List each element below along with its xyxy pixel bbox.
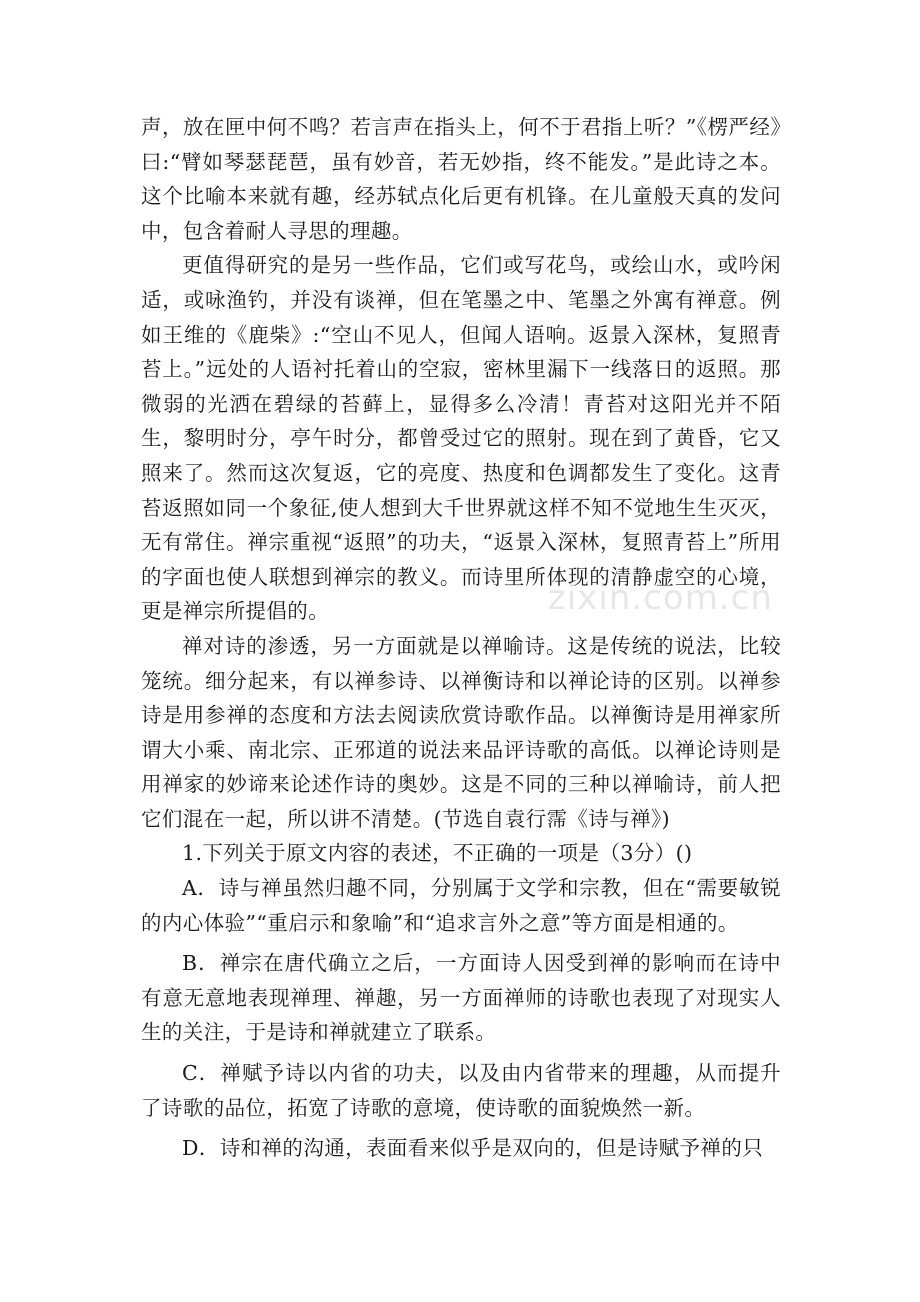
- document-body: [141, 110, 781, 1166]
- paragraph-chan-yu-shi: 禅对诗的渗透，另一方面就是以禅喻诗。这是传统的说法，比较笼统。细分起来，有以禅参诗、以禅衡诗和以禅论诗的区别。以禅参诗是用参禅的态度和方法去阅读欣赏诗歌作品。以禅衡诗是用禅家所谓大小乘、南北宗、正邪道的说法来品评诗歌的高低。以禅论诗则是用禅家的妙谛来论述作诗的奥妙。这是不同的三种以禅喻诗，前人把它们混在一起，所以讲不清楚。(节选自袁行霈《诗与禅》): [141, 633, 781, 831]
- option-c: C．禅赋予诗以内省的功夫，以及由内省带来的理趣，从而提升了诗歌的品位，拓宽了诗歌的意境，使诗歌的面貌焕然一新。: [141, 1061, 781, 1120]
- option-d: D．诗和禅的沟通，表面看来似乎是双向的，但是诗赋予禅的只: [182, 1136, 764, 1161]
- question-stem: 1.下列关于原文内容的表述，不正确的一项是（3分）(): [182, 841, 693, 866]
- option-b: B．禅宗在唐代确立之后，一方面诗人因受到禅的影响而在诗中有意无意地表现禅理、禅趣，另一方面禅师的诗歌也表现了对现实人生的关注，于是诗和禅就建立了联系。: [141, 951, 781, 1045]
- paragraph-wangwei-luzhai: 更值得研究的是另一些作品，它们或写花鸟，或绘山水，或吟闲适，或咏渔钓，并没有谈禅，但在笔墨之中、笔墨之外寓有禅意。例如王维的《鹿柴》:“空山不见人，但闻人语响。返景入深林，复照青苔上。”远处的人语衬托着山的空寂，密林里漏下一线落日的返照。那微弱的光洒在碧绿的苔藓上，显得多么冷清！青苔对这阳光并不陌生，黎明时分，亭午时分，都曾受过它的照射。现在到了黄昏，它又照来了。然而这次复返，它的亮度、热度和色调都发生了变化。这青苔返照如同一个象征,使人想到大千世界就这样不知不觉地生生灭灭，无有常住。禅宗重视“返照”的功夫，“返景入深林，复照青苔上”所用的字面也使人联想到禅宗的教义。而诗里所体现的清静虚空的心境，更是禅宗所提倡的。: [141, 253, 781, 624]
- paragraph-continuation: 声，放在匣中何不鸣？若言声在指头上，何不于君指上听？”《楞严经》曰:“臂如琴瑟琵琶，虽有妙音，若无妙指，终不能发。”是此诗之本。这个比喻本来就有趣，经苏轼点化后更有机锋。在儿童般天真的发问中，包含着耐人寻思的理趣。: [141, 115, 781, 243]
- watermark: zixin.com.cn: [548, 578, 773, 618]
- option-a: A．诗与禅虽然归趣不同，分别属于文学和宗教，但在“需要敏锐的内心体验”“重启示和象喻”和“追求言外之意”等方面是相通的。: [141, 876, 781, 935]
